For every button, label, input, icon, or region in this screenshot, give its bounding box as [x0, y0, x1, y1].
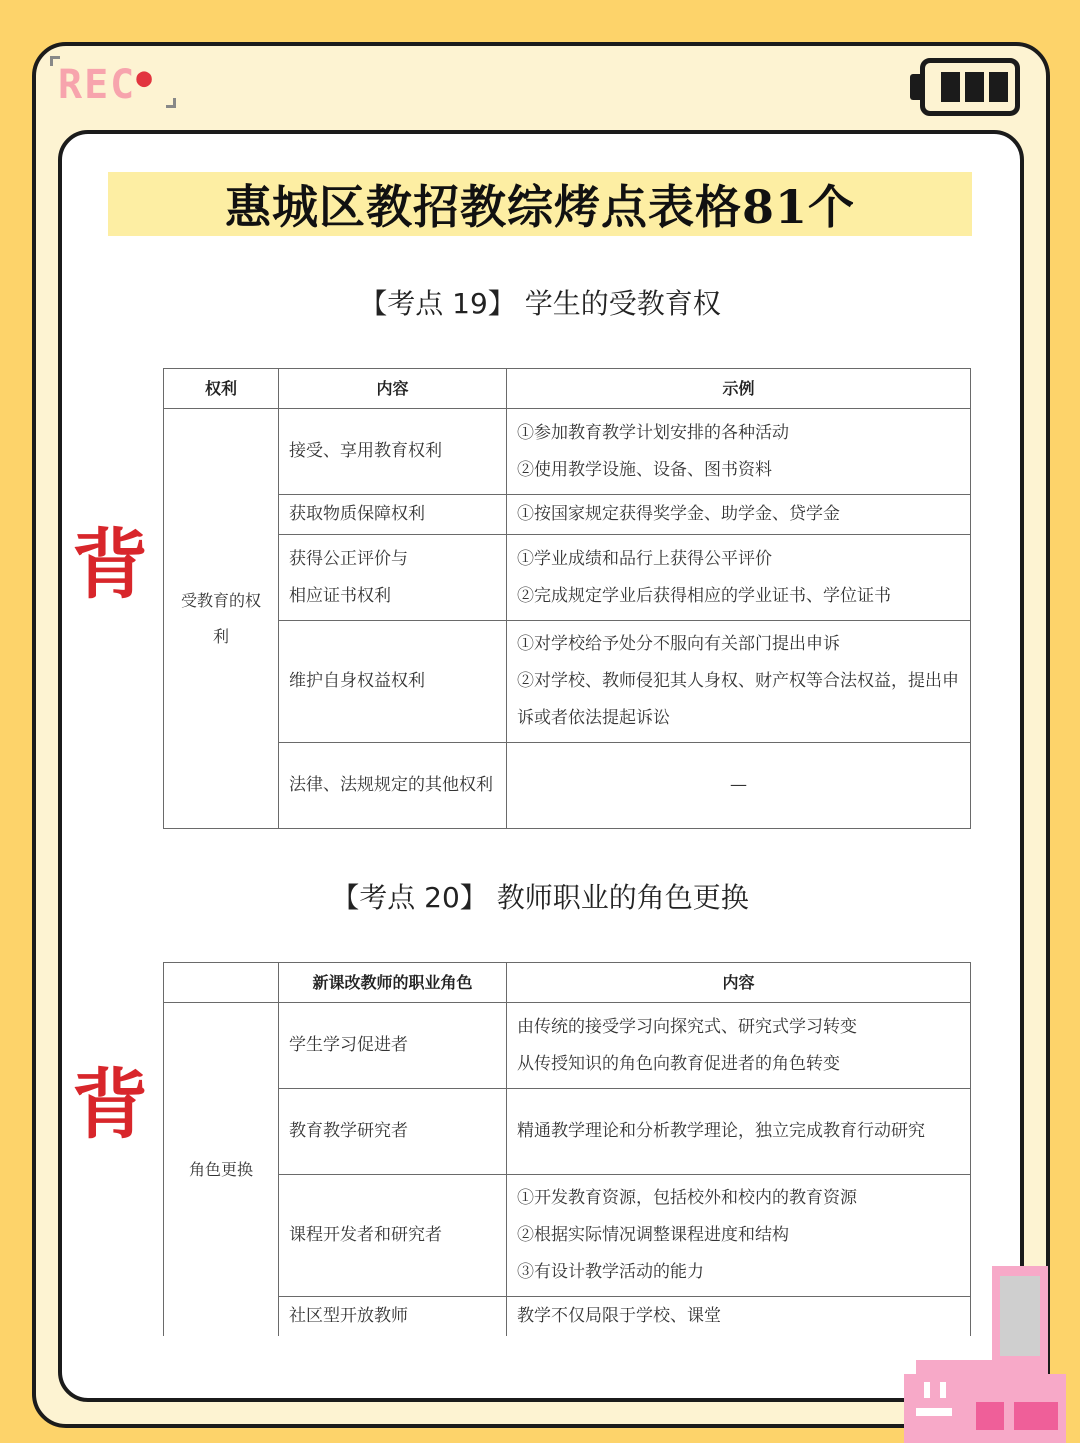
- table-row: [164, 409, 971, 495]
- role-cell: 社区型开放教师: [279, 1297, 507, 1337]
- table-row: [164, 495, 971, 535]
- role-cell: 课程开发者和研究者: [279, 1175, 507, 1297]
- content-cell: ①开发教育资源，包括校外和校内的教育资源 ②根据实际情况调整课程进度和结构 ③有设计教学活动的能力: [507, 1175, 971, 1297]
- rights-table: [163, 368, 971, 829]
- example-cell: ①对学校给予处分不服向有关部门提出申诉 ②对学校、教师侵犯其人身权、财产权等合法权益，提出申诉或者依法提起诉讼: [507, 621, 971, 743]
- rec-dot-icon: ●: [136, 63, 154, 93]
- section-20-heading: 【考点 20】 教师职业的角色更换: [331, 881, 749, 914]
- example-cell: —: [507, 743, 971, 829]
- memorize-stamp: 背: [72, 1060, 148, 1149]
- page-title: 惠城区教招教综烤点表格81个: [224, 180, 855, 234]
- role-cell: 学生学习促进者: [279, 1003, 507, 1089]
- content-cell: 获得公正评价与相应证书权利: [279, 535, 507, 621]
- table-row: [164, 1003, 971, 1089]
- title-banner: [108, 172, 972, 236]
- battery-icon: [920, 58, 1020, 116]
- content-cell: 维护自身权益权利: [279, 621, 507, 743]
- content-cell: 获取物质保障权利: [279, 495, 507, 535]
- table-row: [164, 535, 971, 621]
- rec-indicator: [58, 62, 154, 108]
- table-header-row: [164, 369, 971, 409]
- example-cell: ①按国家规定获得奖学金、助学金、贷学金: [507, 495, 971, 535]
- column-header: 新课改教师的职业角色: [279, 963, 507, 1003]
- table-row: [164, 1089, 971, 1175]
- table-row: [164, 621, 971, 743]
- table-header-row: [164, 963, 971, 1003]
- roles-table-container: [150, 962, 990, 1336]
- memorize-stamp: 背: [72, 520, 148, 609]
- content-cell: 接受、享用教育权利: [279, 409, 507, 495]
- content-cell: 精通教学理论和分析教学理论，独立完成教育行动研究: [507, 1089, 971, 1175]
- computer-icon: [896, 1262, 1066, 1443]
- content-cell: 教学不仅局限于学校、课堂: [507, 1297, 971, 1337]
- group-cell: 受教育的权利: [164, 409, 279, 829]
- table-row: [164, 1297, 971, 1337]
- column-header: 内容: [279, 369, 507, 409]
- rec-corner-bracket: [166, 98, 176, 108]
- roles-table: [163, 962, 971, 1336]
- column-header: 示例: [507, 369, 971, 409]
- example-cell: ①参加教育教学计划安排的各种活动 ②使用教学设施、设备、图书资料: [507, 409, 971, 495]
- rec-label: REC: [58, 62, 137, 108]
- column-header: 权利: [164, 369, 279, 409]
- column-header: 内容: [507, 963, 971, 1003]
- content-cell: 法律、法规规定的其他权利: [279, 743, 507, 829]
- column-header: [164, 963, 279, 1003]
- content-cell: 由传统的接受学习向探究式、研究式学习转变 从传授知识的角色向教育促进者的角色转变: [507, 1003, 971, 1089]
- table-row: [164, 1175, 971, 1297]
- section-19-heading: 【考点 19】 学生的受教育权: [359, 287, 721, 320]
- group-cell: 角色更换: [164, 1003, 279, 1337]
- role-cell: 教育教学研究者: [279, 1089, 507, 1175]
- table-row: [164, 743, 971, 829]
- example-cell: ①学业成绩和品行上获得公平评价 ②完成规定学业后获得相应的学业证书、学位证书: [507, 535, 971, 621]
